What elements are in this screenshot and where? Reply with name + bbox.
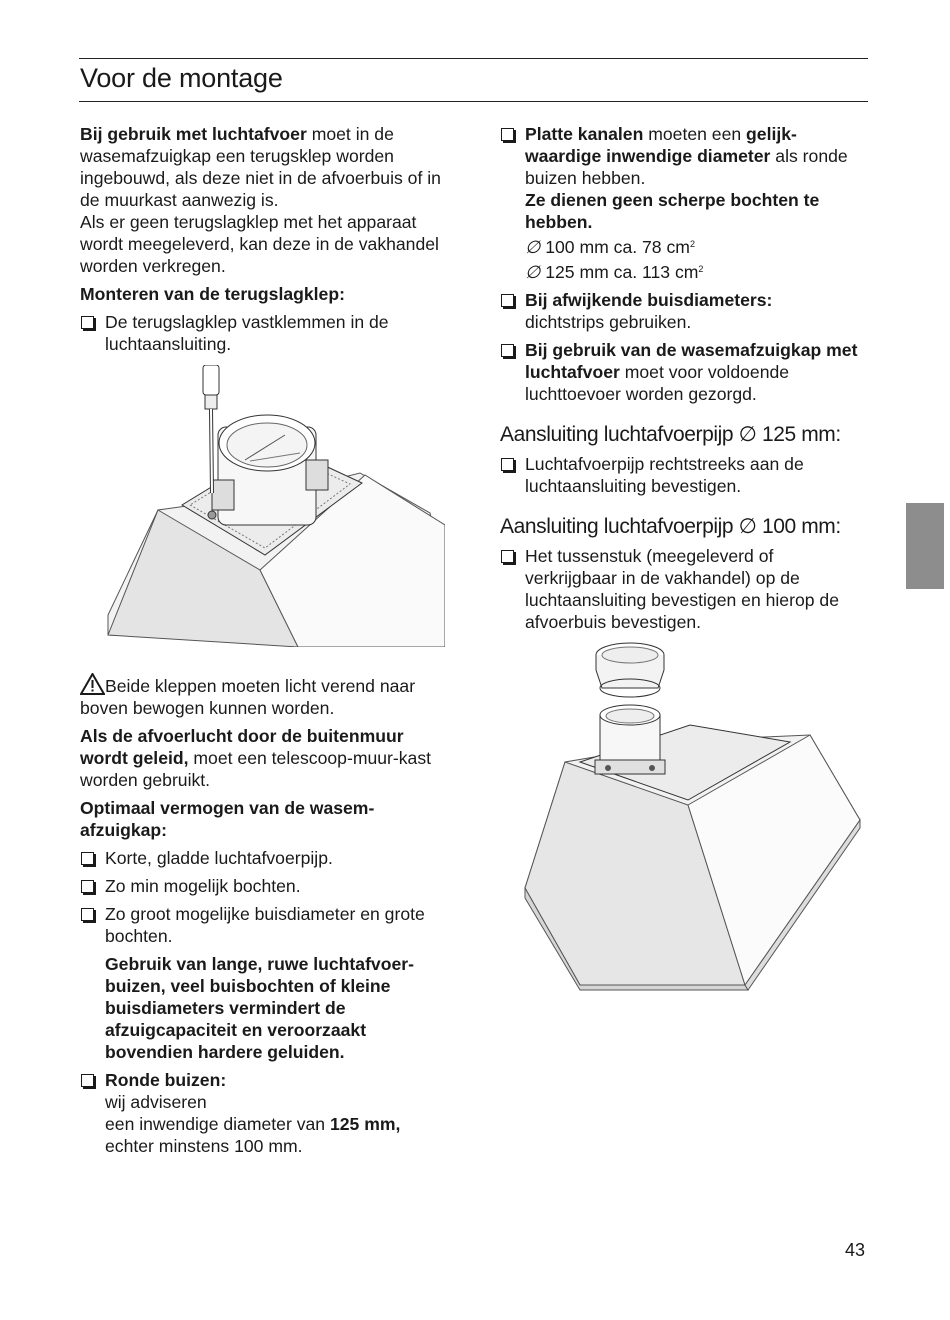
round-bold: Ronde buizen: [105,1070,227,1090]
opt-item: Korte, gladde luchtafvoerpijp. [105,848,333,868]
round-line-1: wij adviseren [105,1092,207,1112]
diameter-icon: ∅ [525,237,541,257]
heading-100: Aansluiting luchtafvoerpijp ∅ 100 mm: [500,515,841,538]
left-column-bottom [80,673,450,1163]
list-item [500,339,870,405]
hood-adapter-illustration [520,640,865,1000]
item-125: Luchtafvoerpijp rechtstreeks aan de luchtaansluiting bevestigen. [525,454,804,496]
warning-paragraph [80,673,450,719]
hood-screwdriver-illustration [100,365,445,647]
title-rule [79,101,868,102]
list-item [80,311,450,355]
mount-heading: Monteren van de terugslagklep: [80,284,345,304]
round-line-2: een inwendige diameter van [105,1114,330,1134]
item-100: Het tussenstuk (meegeleverd of verkrijgbaar in de vakhandel) op de luchtaansluiting bevestigen en hierop de afvoerbuis bevestigen. [525,546,839,632]
flat-bold-1: Platte kanalen [525,124,644,144]
section-tab [906,503,944,589]
right-column [500,123,870,639]
left-column-top [80,123,450,361]
diam-line-1: 100 mm ca. 78 cm [540,237,690,257]
flat-bold-3: Ze dienen geen scherpe bochten te hebben. [525,190,820,232]
intro-text-2: Als er geen terugslagklep met het apparaat wordt meegeleverd, kan deze in de vakhandel worden verkregen. [80,212,439,276]
dev-bold: Bij afwijkende buisdiameters: [525,290,773,310]
checkbox-bullet-icon [501,128,514,141]
checkbox-bullet-icon [81,852,94,865]
squared-sup: 2 [689,239,695,249]
flat-bold-2: gelijk-waardige inwendige diameter [525,124,797,166]
diameter-icon: ∅ [525,262,541,282]
squared-sup: 2 [698,264,704,274]
round-line-2-bold: 125 mm, [329,1114,401,1134]
use-bold: Bij gebruik van de wasemafzuigkap met luchtafvoer [525,340,858,382]
checkbox-bullet-icon [81,1074,94,1087]
list-item [80,1069,450,1157]
warning-icon [80,673,105,695]
opt-item: Zo groot mogelijke buisdiameter en grote bochten. [105,904,425,946]
checkbox-bullet-icon [501,294,514,307]
list-item [500,545,870,633]
diam-line-2: 125 mm ca. 113 cm [540,262,699,282]
opt-item: Zo min mogelijk bochten. [105,876,301,896]
round-line-3: echter minstens 100 mm. [105,1136,303,1156]
list-item [500,123,870,283]
use-text: moet voor voldoende luchttoevoer worden gezorgd. [525,362,790,404]
checkbox-bullet-icon [81,908,94,921]
opt-heading: Optimaal vermogen van de wasem-afzuigkap: [80,798,375,840]
dev-text: dichtstrips gebruiken. [525,312,692,332]
checkbox-bullet-icon [501,550,514,563]
intro-paragraph [80,123,450,277]
list-item [80,903,450,947]
flat-rest: als ronde buizen hebben. [525,146,848,188]
flat-mid: moeten een [643,124,747,144]
checkbox-bullet-icon [501,458,514,471]
checkbox-bullet-icon [501,344,514,357]
heading-125: Aansluiting luchtafvoerpijp ∅ 125 mm: [500,423,841,446]
warning-text: Beide kleppen moeten licht verend naar boven bewogen kunnen worden. [80,676,416,718]
list-item [500,289,870,333]
opt-note: Gebruik van lange, ruwe luchtafvoer-buizen, veel buisbochten of kleine buisdiameters vermindert de afzuigcapaciteit en veroorzaakt bovendien hardere geluiden. [105,954,414,1062]
wall-bold: Als de afvoerlucht door de buitenmuur wordt geleid, [80,726,404,768]
wall-paragraph [80,725,450,791]
mount-item: De terugslagklep vastklemmen in de luchtaansluiting. [105,312,389,354]
page-title: Voor de montage [80,63,283,93]
wall-text: moet een telescoop-muur-kast worden gebruikt. [80,748,432,790]
page-number: 43 [845,1240,866,1260]
list-item [80,875,450,897]
intro-bold: Bij gebruik met luchtafvoer [80,124,307,144]
checkbox-bullet-icon [81,316,94,329]
top-rule [79,58,868,59]
list-item [500,453,870,497]
checkbox-bullet-icon [81,880,94,893]
intro-text: moet in de wasemafzuigkap een terugsklep worden ingebouwd, als deze niet in de afvoerbuis of in de muurkast aanwezig is. [80,124,441,210]
list-item [80,847,450,869]
